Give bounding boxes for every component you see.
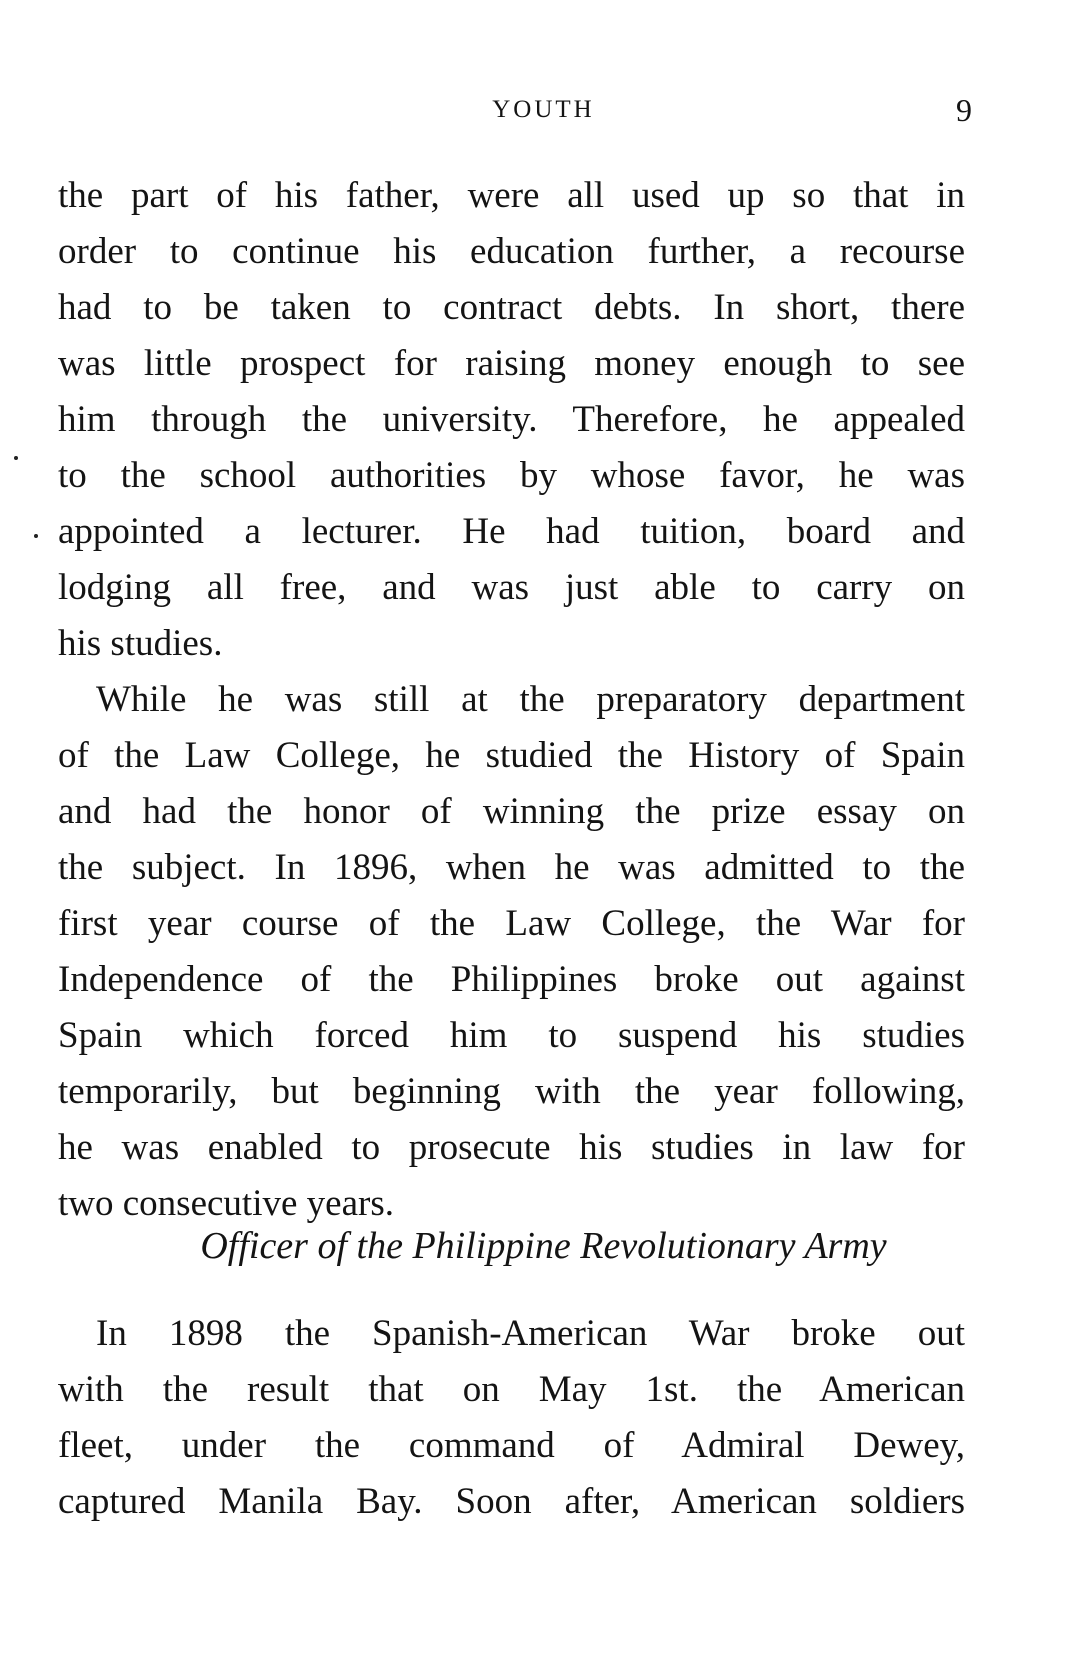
text-line: fleet, under the command of Admiral Dewey, (58, 1425, 965, 1466)
page-number: 9 (956, 92, 972, 128)
text-line: Independence of the Philippines broke out against (58, 959, 965, 1000)
text-line: the part of his father, were all used up so that in (58, 175, 965, 216)
text-line: order to continue his education further, a recourse (58, 231, 965, 272)
text-line: lodging all free, and was just able to carry on (58, 567, 965, 608)
text-line: his studies. (58, 623, 223, 664)
text-line: him through the university. Therefore, he appealed (58, 399, 965, 440)
text-line: he was enabled to prosecute his studies in law for (58, 1127, 965, 1168)
text-line: and had the honor of winning the prize essay on (58, 791, 965, 832)
text-line: captured Manila Bay. Soon after, American soldiers (58, 1481, 965, 1522)
body-text (58, 168, 965, 1232)
text-line: While he was still at the preparatory department (96, 679, 965, 720)
text-line: appointed a lecturer. He had tuition, board and (58, 511, 965, 552)
text-line: was little prospect for raising money enough to see (58, 343, 965, 384)
text-line: two consecutive years. (58, 1183, 394, 1224)
section-text (58, 1306, 965, 1530)
margin-speck (14, 456, 18, 460)
margin-speck (34, 534, 38, 538)
text-line: In 1898 the Spanish-American War broke out (96, 1313, 965, 1354)
text-line: of the Law College, he studied the History of Spain (58, 735, 965, 776)
text-line: the subject. In 1896, when he was admitted to the (58, 847, 965, 888)
running-head (0, 92, 1087, 132)
text-line: to the school authorities by whose favor, he was (58, 455, 965, 496)
text-line: with the result that on May 1st. the American (58, 1369, 965, 1410)
running-title: YOUTH (492, 96, 595, 123)
text-line: temporarily, but beginning with the year following, (58, 1071, 965, 1112)
section-heading: Officer of the Philippine Revolutionary Army (200, 1225, 887, 1267)
text-line: had to be taken to contract debts. In short, there (58, 287, 965, 328)
text-line: first year course of the Law College, the War for (58, 903, 965, 944)
text-line: Spain which forced him to suspend his studies (58, 1015, 965, 1056)
